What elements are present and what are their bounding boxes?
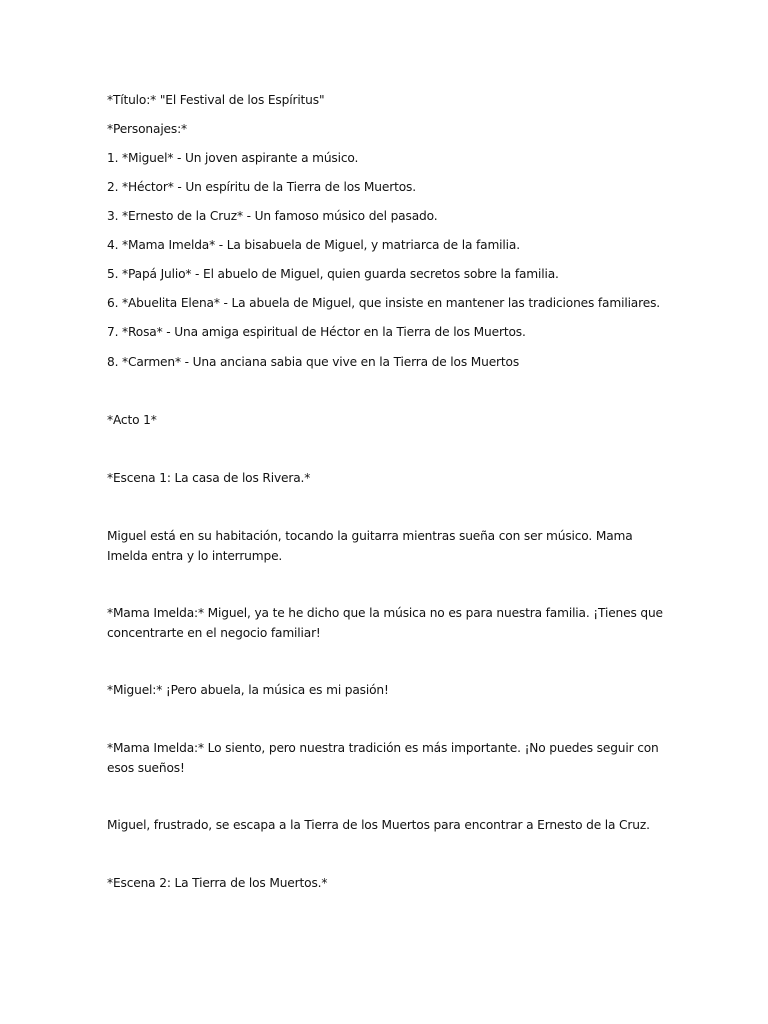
character-item-miguel: 1. *Miguel* - Un joven aspirante a músico. <box>107 151 359 165</box>
title-line: *Título:* "El Festival de los Espíritus" <box>107 93 325 107</box>
scene-1-closing-narration: Miguel, frustrado, se escapa a la Tierra de los Muertos para encontrar a Ernesto de la Cruz. <box>107 818 650 832</box>
character-item-papa-julio: 5. *Papá Julio* - El abuelo de Miguel, quien guarda secretos sobre la familia. <box>107 267 559 281</box>
character-item-carmen: 8. *Carmen* - Una anciana sabia que vive en la Tierra de los Muertos <box>107 355 520 369</box>
dialogue-miguel: *Miguel:* ¡Pero abuela, la música es mi pasión! <box>107 683 389 697</box>
character-item-hector: 2. *Héctor* - Un espíritu de la Tierra de los Muertos. <box>107 180 416 194</box>
character-item-ernesto: 3. *Ernesto de la Cruz* - Un famoso músico del pasado. <box>107 209 438 223</box>
characters-heading: *Personajes:* <box>107 122 187 136</box>
act-heading: *Acto 1* <box>107 413 157 427</box>
dialogue-mama-imelda-2: *Mama Imelda:* Lo siento, pero nuestra tradición es más importante. ¡No puedes seguir con esos sueños! <box>107 741 659 775</box>
scene-2-heading: *Escena 2: La Tierra de los Muertos.* <box>107 876 328 890</box>
scene-1-heading: *Escena 1: La casa de los Rivera.* <box>107 471 311 485</box>
character-item-rosa: 7. *Rosa* - Una amiga espiritual de Héctor en la Tierra de los Muertos. <box>107 325 526 339</box>
character-item-abuelita-elena: 6. *Abuelita Elena* - La abuela de Miguel, que insiste en mantener las tradiciones familiares. <box>107 296 660 310</box>
character-item-mama-imelda: 4. *Mama Imelda* - La bisabuela de Miguel, y matriarca de la familia. <box>107 238 520 252</box>
dialogue-mama-imelda-1: *Mama Imelda:* Miguel, ya te he dicho que la música no es para nuestra familia. ¡Tienes que concentrarte en el negocio familiar! <box>107 606 663 640</box>
scene-1-narration: Miguel está en su habitación, tocando la guitarra mientras sueña con ser músico. Mama Imelda entra y lo interrumpe. <box>107 529 633 563</box>
